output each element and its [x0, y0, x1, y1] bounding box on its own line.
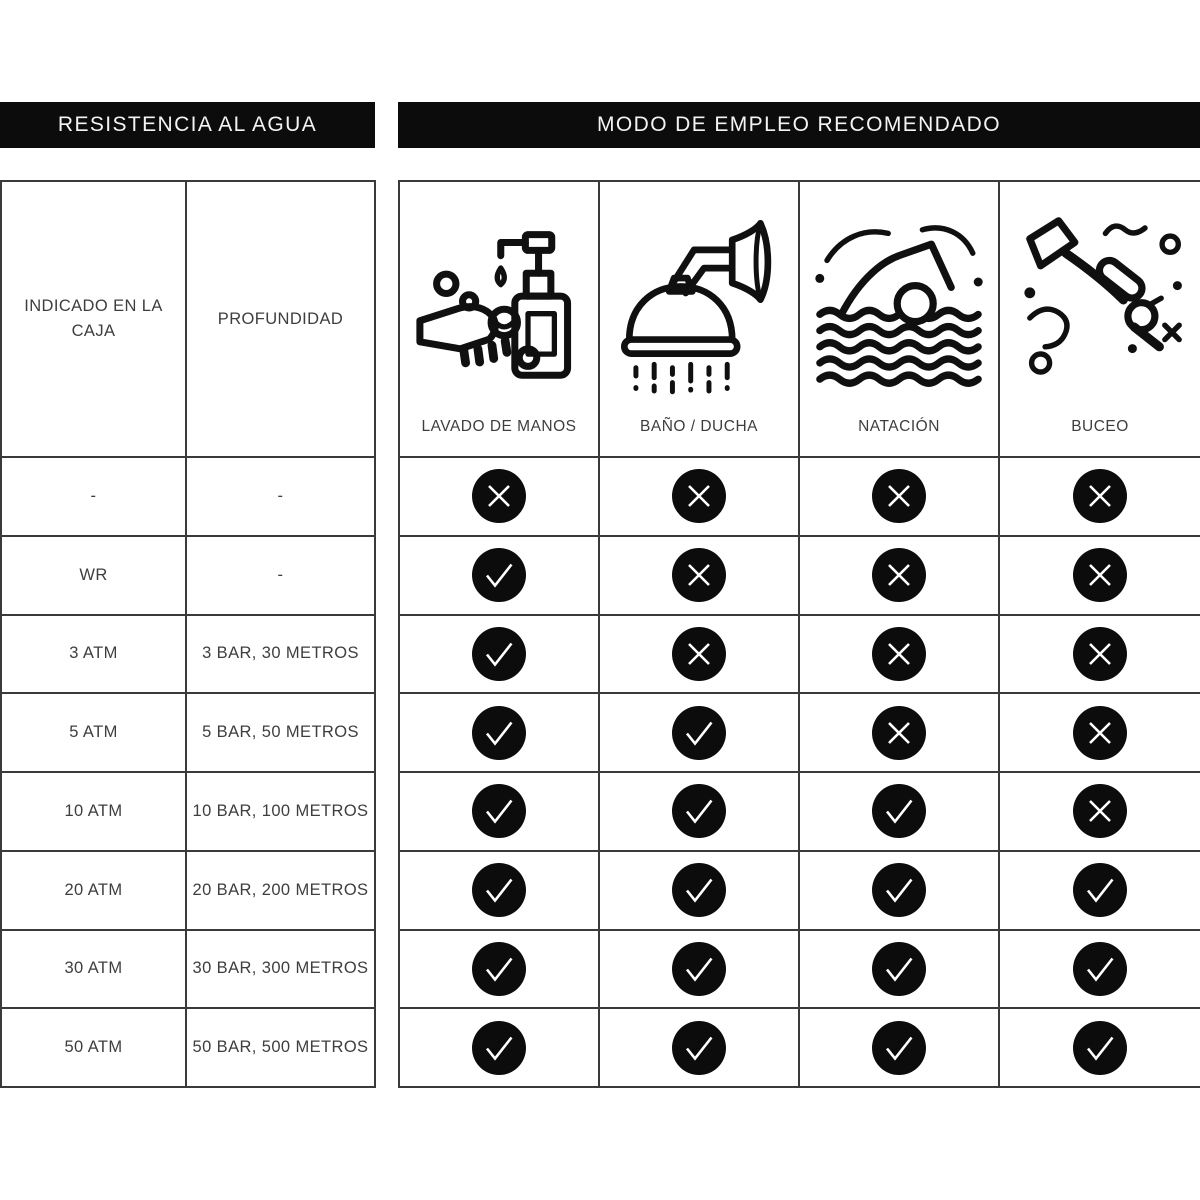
water-resistance-table [0, 180, 376, 1088]
usage-mark [472, 784, 526, 838]
icon-label: LAVADO DE MANOS [421, 418, 577, 435]
usage-mark [1073, 863, 1127, 917]
usage-cell [400, 852, 600, 931]
usage-mark [472, 942, 526, 996]
usage-mark [672, 942, 726, 996]
usage-cell [800, 616, 1000, 695]
check-icon [872, 1021, 926, 1075]
usage-mark [472, 469, 526, 523]
usage-cell [400, 694, 600, 773]
check-icon [1073, 1021, 1127, 1075]
table-cell: 50 BAR, 500 METROS [187, 1009, 376, 1088]
table-cell: WR [2, 537, 187, 616]
usage-cell [600, 458, 800, 537]
usage-mark [672, 706, 726, 760]
cross-icon [672, 627, 726, 681]
check-icon [672, 1021, 726, 1075]
usage-cell [400, 537, 600, 616]
recommended-use-table [398, 180, 1200, 1088]
usage-mark [1073, 627, 1127, 681]
usage-mark [1073, 706, 1127, 760]
column-header-lavado-de-manos [400, 182, 600, 458]
cross-icon [872, 627, 926, 681]
usage-mark [872, 548, 926, 602]
usage-cell [1000, 537, 1200, 616]
usage-mark [872, 942, 926, 996]
usage-cell [600, 931, 800, 1010]
usage-mark [472, 863, 526, 917]
column-header-profundidad: PROFUNDIDAD [187, 182, 376, 458]
table-cell: - [2, 458, 187, 537]
usage-cell [600, 773, 800, 852]
table-cell: 3 ATM [2, 616, 187, 695]
usage-cell [1000, 694, 1200, 773]
icon-label: NATACIÓN [858, 418, 940, 435]
usage-mark [672, 469, 726, 523]
usage-cell [600, 852, 800, 931]
table-cell: 5 BAR, 50 METROS [187, 694, 376, 773]
swimming-icon [800, 182, 998, 418]
check-icon [472, 784, 526, 838]
usage-mark [672, 863, 726, 917]
check-icon [472, 627, 526, 681]
usage-mark [872, 1021, 926, 1075]
usage-cell [1000, 931, 1200, 1010]
usage-mark [472, 627, 526, 681]
usage-mark [672, 784, 726, 838]
usage-mark [472, 706, 526, 760]
check-icon [1073, 863, 1127, 917]
check-icon [472, 548, 526, 602]
usage-cell [1000, 616, 1200, 695]
usage-cell [800, 852, 1000, 931]
usage-mark [672, 1021, 726, 1075]
usage-mark [672, 627, 726, 681]
usage-cell [800, 694, 1000, 773]
usage-mark [872, 469, 926, 523]
icon-label: BUCEO [1071, 418, 1129, 435]
column-header-natacion [800, 182, 1000, 458]
check-icon [672, 942, 726, 996]
usage-cell [600, 694, 800, 773]
table-cell: 3 BAR, 30 METROS [187, 616, 376, 695]
usage-cell [1000, 458, 1200, 537]
check-icon [472, 863, 526, 917]
column-header-bano-ducha [600, 182, 800, 458]
check-icon [1073, 942, 1127, 996]
usage-cell [400, 931, 600, 1010]
cross-icon [672, 469, 726, 523]
cross-icon [872, 706, 926, 760]
usage-mark [472, 548, 526, 602]
cross-icon [1073, 627, 1127, 681]
usage-cell [600, 616, 800, 695]
usage-mark [872, 627, 926, 681]
table-cell: - [187, 537, 376, 616]
usage-cell [800, 537, 1000, 616]
usage-cell [800, 773, 1000, 852]
cross-icon [1073, 548, 1127, 602]
usage-mark [1073, 784, 1127, 838]
usage-cell [800, 458, 1000, 537]
cross-icon [1073, 469, 1127, 523]
usage-cell [1000, 773, 1200, 852]
water-resistance-header: RESISTENCIA AL AGUA [0, 102, 375, 148]
usage-cell [400, 458, 600, 537]
table-cell: 50 ATM [2, 1009, 187, 1088]
usage-cell [1000, 852, 1200, 931]
cross-icon [472, 469, 526, 523]
icon-label: BAÑO / DUCHA [640, 418, 758, 435]
column-header-buceo [1000, 182, 1200, 458]
table-cell: 10 ATM [2, 773, 187, 852]
check-icon [472, 706, 526, 760]
usage-mark [1073, 548, 1127, 602]
cross-icon [1073, 706, 1127, 760]
check-icon [672, 706, 726, 760]
recommended-use-header: MODO DE EMPLEO RECOMENDADO [398, 102, 1200, 148]
check-icon [472, 1021, 526, 1075]
usage-cell [400, 773, 600, 852]
usage-mark [1073, 942, 1127, 996]
table-cell: 30 BAR, 300 METROS [187, 931, 376, 1010]
usage-cell [400, 1009, 600, 1088]
usage-cell [800, 1009, 1000, 1088]
usage-cell [400, 616, 600, 695]
table-cell: 20 ATM [2, 852, 187, 931]
cross-icon [872, 469, 926, 523]
usage-mark [672, 548, 726, 602]
handwash-icon [400, 182, 598, 418]
cross-icon [672, 548, 726, 602]
usage-mark [1073, 469, 1127, 523]
usage-cell [800, 931, 1000, 1010]
check-icon [672, 863, 726, 917]
usage-mark [1073, 1021, 1127, 1075]
usage-cell [600, 1009, 800, 1088]
usage-mark [872, 784, 926, 838]
usage-mark [872, 706, 926, 760]
shower-icon [600, 182, 798, 418]
column-header-indicado-en-la-caja: INDICADO EN LA CAJA [2, 182, 187, 458]
table-cell: - [187, 458, 376, 537]
usage-mark [472, 1021, 526, 1075]
table-cell: 30 ATM [2, 931, 187, 1010]
check-icon [672, 784, 726, 838]
table-cell: 20 BAR, 200 METROS [187, 852, 376, 931]
cross-icon [1073, 784, 1127, 838]
diving-icon [1000, 182, 1200, 418]
check-icon [872, 942, 926, 996]
check-icon [472, 942, 526, 996]
usage-cell [1000, 1009, 1200, 1088]
table-cell: 5 ATM [2, 694, 187, 773]
usage-cell [600, 537, 800, 616]
table-cell: 10 BAR, 100 METROS [187, 773, 376, 852]
check-icon [872, 784, 926, 838]
cross-icon [872, 548, 926, 602]
usage-mark [872, 863, 926, 917]
check-icon [872, 863, 926, 917]
